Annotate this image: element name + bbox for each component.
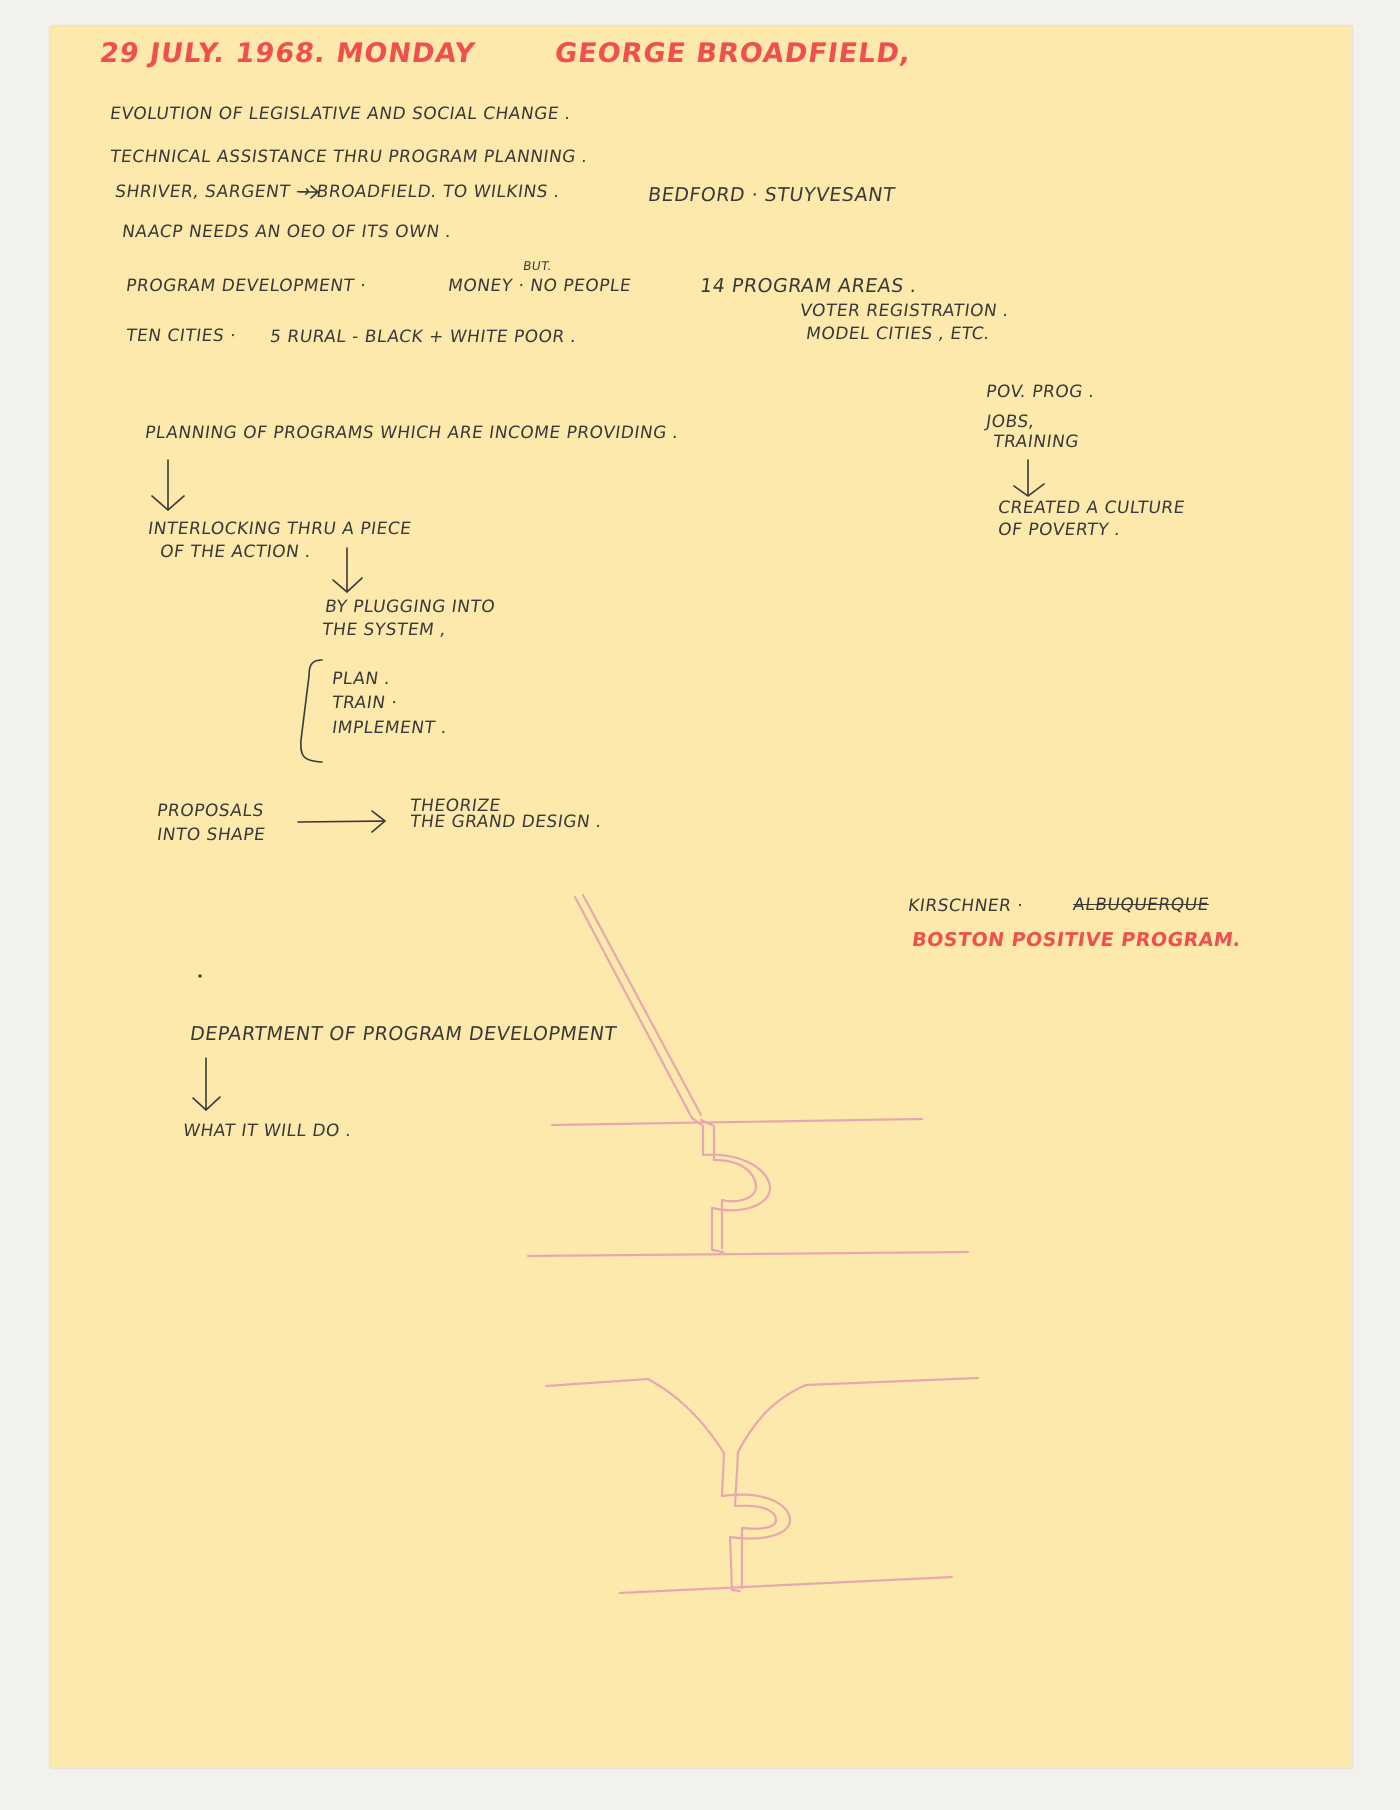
- bracket-train: TRAIN ·: [330, 693, 399, 713]
- note-department: DEPARTMENT OF PROGRAM DEVELOPMENT: [188, 1023, 619, 1045]
- right-note-training: TRAINING: [991, 432, 1081, 452]
- flow-interlocking: INTERLOCKING THRU A PIECE: [146, 519, 413, 539]
- flow-the-system: THE SYSTEM ,: [320, 620, 448, 640]
- note-what-it-will-do: WHAT IT WILL DO .: [181, 1121, 353, 1141]
- note-boston-program: BOSTON POSITIVE PROGRAM.: [910, 929, 1243, 951]
- bracket-implement: IMPLEMENT .: [330, 718, 449, 738]
- note-albuquerque-struck: ALBUQUERQUE: [1071, 895, 1211, 915]
- flow-of-the-action: OF THE ACTION .: [158, 542, 313, 562]
- note-line-3-right: BEDFORD · STUYVESANT: [646, 184, 897, 206]
- note-voter-registration: VOTER REGISTRATION .: [798, 301, 1011, 321]
- right-note-poverty: OF POVERTY .: [996, 520, 1122, 540]
- flow-into-shape: INTO SHAPE: [155, 825, 267, 845]
- note-line-6: TEN CITIES ·: [124, 326, 238, 346]
- right-note-pov-prog: POV. PROG .: [984, 382, 1097, 402]
- note-but-annotation: BUT.: [522, 259, 553, 273]
- flow-grand-design: THE GRAND DESIGN .: [408, 812, 604, 832]
- note-line-5-money: MONEY · NO PEOPLE: [446, 276, 633, 296]
- note-line-6-rural: 5 RURAL - BLACK + WHITE POOR .: [268, 327, 578, 347]
- flow-planning: PLANNING OF PROGRAMS WHICH ARE INCOME PROVIDING .: [143, 423, 680, 443]
- flow-theorize: THEORIZE: [408, 796, 503, 816]
- note-albuquerque: [1072, 896, 1210, 916]
- note-line-4: NAACP NEEDS AN OEO OF ITS OWN .: [120, 222, 453, 242]
- right-note-culture: CREATED A CULTURE: [996, 498, 1187, 518]
- date-heading: 29 JULY. 1968. MONDAY: [97, 38, 478, 69]
- right-note-jobs: JOBS,: [984, 412, 1036, 432]
- flow-proposals: PROPOSALS: [155, 801, 266, 821]
- person-name-heading: GEORGE BROADFIELD,: [552, 38, 914, 69]
- flow-plugging: BY PLUGGING INTO: [323, 597, 497, 617]
- note-line-5: PROGRAM DEVELOPMENT ·: [124, 276, 368, 296]
- note-program-areas: 14 PROGRAM AREAS .: [698, 275, 919, 297]
- note-line-3: SHRIVER, SARGENT → BROADFIELD. TO WILKINS .: [113, 182, 562, 202]
- note-line-2: TECHNICAL ASSISTANCE THRU PROGRAM PLANNING .: [108, 147, 589, 167]
- note-model-cities: MODEL CITIES , ETC.: [804, 324, 992, 344]
- bracket-plan: PLAN .: [330, 669, 392, 689]
- note-line-1: EVOLUTION OF LEGISLATIVE AND SOCIAL CHANGE .: [108, 104, 573, 124]
- note-kirschner: KIRSCHNER ·: [906, 896, 1025, 916]
